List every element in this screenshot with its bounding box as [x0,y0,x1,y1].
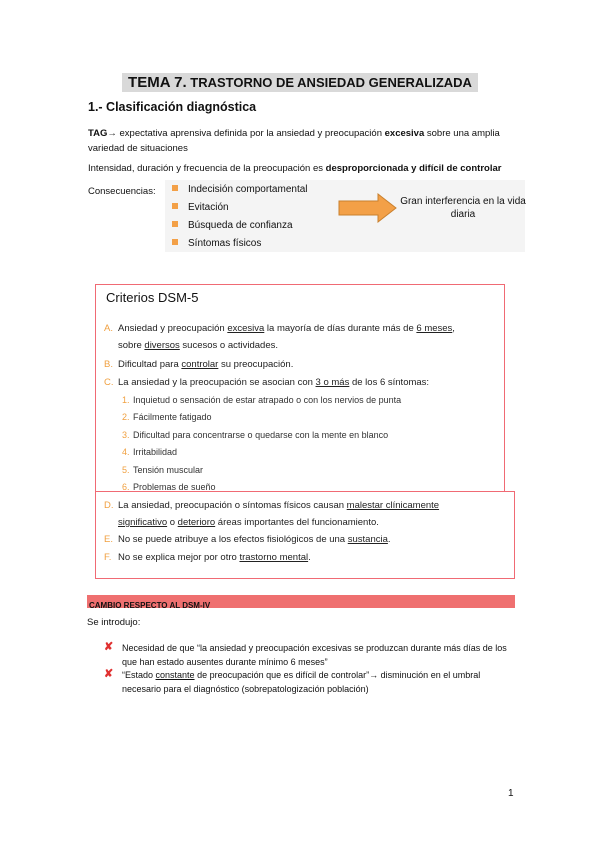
crit-text: sucesos o actividades. [179,340,279,351]
intensity-text: Intensidad, duración y frecuencia de la preocupación es [88,163,326,174]
symptom-number: 4. [122,447,130,458]
list-item [172,235,308,253]
list-item [122,444,401,461]
crit-text: su preocupación. [218,359,294,370]
list-item [172,217,308,235]
crit-underline: malestar clínicamente [346,500,440,511]
criterion-b [104,356,293,373]
tag-paragraph [88,126,520,156]
arrow-glyph: → [107,128,117,139]
crit-text: , [452,323,455,334]
crit-underline: 6 meses [416,323,453,334]
x-mark-icon: ✘ [104,668,114,680]
crit-text: No se explica mejor por otro [118,552,240,563]
cambio-intro: Se introdujo: [87,617,141,628]
tag-abbr: TAG [88,128,108,139]
symptom-text: Tensión muscular [133,464,204,475]
list-item-label: Búsqueda de confianza [188,220,293,231]
tag-text-a: expectativa aprensiva definida por la ansiedad y preocupación [116,128,385,139]
criterion-a [104,320,499,354]
criterion-letter: E. [104,534,113,545]
title-prefix: TEMA 7. [128,74,187,91]
symptom-number: 6. [122,482,130,493]
symptom-text: Fácilmente fatigado [133,412,212,423]
criterion-letter: D. [104,500,114,511]
tag-bold: excesiva [384,128,425,139]
criterion-letter: C. [104,377,114,388]
list-item-label: Evitación [188,202,229,213]
x-mark-icon: ✘ [104,641,114,653]
section-heading: 1.- Clasificación diagnóstica [88,100,257,114]
criterion-letter: F. [104,552,112,563]
criterion-d [104,497,504,531]
crit-text: áreas importantes del funcionamiento. [215,517,379,528]
crit-underline: diversos [144,340,180,351]
cambio-heading-bar [87,595,515,608]
crit-underline: sustancia [347,534,388,545]
crit-text: Ansiedad y preocupación [118,323,228,334]
criterion-letter: A. [104,323,113,334]
crit-underline: 3 o más [315,377,350,388]
tag-text-b: sobre una amplia variedad de situaciones [88,128,500,154]
list-item-label: Síntomas físicos [188,238,262,249]
list-item [122,427,401,444]
crit-text: No se puede atribuye a los efectos fisiológicos de una [118,534,348,545]
title-text: TRASTORNO DE ANSIEDAD GENERALIZADA [186,75,472,90]
cambio-text: “Estado [122,670,156,680]
crit-underline: trastorno mental [239,552,309,563]
page-number: 1 [508,788,514,799]
crit-underline: significativo [118,517,168,528]
cambio-heading: CAMBIO RESPECTO AL DSM-IV [89,601,211,610]
crit-text: La ansiedad, preocupación o síntomas físicos causan [118,500,347,511]
crit-text: o [167,517,178,528]
symptom-number: 1. [122,395,130,405]
crit-underline: controlar [181,359,219,370]
list-item [172,199,308,217]
crit-text: la mayoría de días durante más de [264,323,417,334]
consequences-list [172,181,308,253]
consequence-result: Gran interferencia en la vida diaria [400,196,526,220]
list-item [122,479,401,496]
bullet-icon [172,185,178,191]
bullet-icon [172,221,178,227]
cambio-underline: constante [155,670,195,680]
intensity-paragraph [88,161,528,176]
list-item [122,392,401,409]
crit-underline: excesiva [227,323,265,334]
symptom-number: 3. [122,429,130,440]
cambio-item: Necesidad de que “la ansiedad y preocupación excesivas se produzcan durante más días de los que han estado ausentes durante mínimo 6 meses” [122,643,507,667]
symptom-number: 5. [122,464,130,475]
consequences-label: Consecuencias: [88,186,156,197]
criterion-letter: B. [104,359,113,370]
symptom-text: Dificultad para concentrarse o quedarse con la mente en blanco [133,429,389,440]
crit-text: de los 6 síntomas: [349,377,430,388]
criterion-c [104,374,429,391]
list-item [122,462,401,479]
bullet-icon [172,203,178,209]
cambio-text: de preocupación que es difícil de controlar”→ disminución en el umbral necesario para el diagnóstico (sobrepatologización población) [122,670,481,694]
list-item [172,181,308,199]
intensity-bold: desproporcionada y difícil de controlar [325,163,502,174]
crit-text: La ansiedad y la preocupación se asocian con [118,377,316,388]
crit-text: sobre [118,340,145,351]
page-title [0,73,600,92]
right-arrow-icon [338,193,398,223]
criteria-title: Criterios DSM-5 [106,290,199,305]
symptom-list [122,392,401,496]
symptom-text: Problemas de sueño [133,482,216,493]
crit-text: . [308,552,311,563]
criterion-f [104,549,311,566]
cambio-item [122,668,516,696]
crit-underline: deterioro [177,517,216,528]
crit-text: Dificultad para [118,359,182,370]
bullet-icon [172,239,178,245]
symptom-text: Irritabilidad [133,447,178,458]
symptom-text: Inquietud o sensación de estar atrapado o con los nervios de punta [133,395,402,405]
crit-text: . [387,534,391,545]
list-item-label: Indecisión comportamental [188,184,308,195]
list-item [122,409,401,426]
symptom-number: 2. [122,412,130,423]
criterion-e [104,531,391,548]
